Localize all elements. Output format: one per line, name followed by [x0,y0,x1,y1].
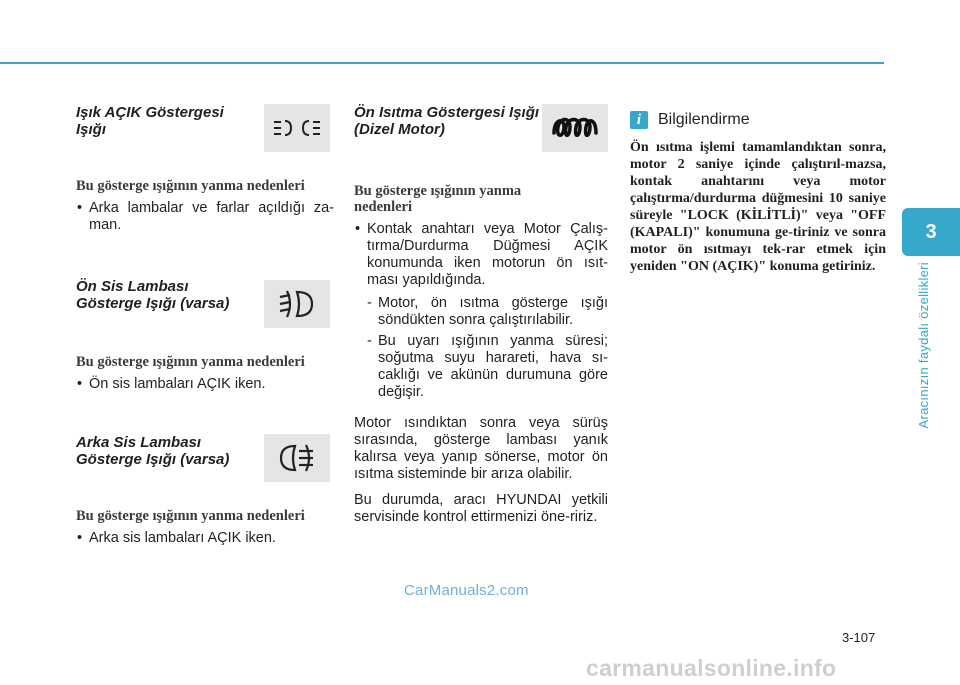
bullet-item: • Kontak anahtarı veya Motor Çalış-tırma/Durdurma Düğmesi AÇIK konumunda iken motorun ön ısıt-ması yapıldığında. [354,221,608,289]
bullet-item: • Ön sis lambaları AÇIK iken. [76,376,334,393]
info-header [630,110,886,130]
dash-item: - Motor, ön ısıtma gösterge ışığı söndükten sonra çalıştırılabilir. [354,295,608,329]
chapter-number: 3 [925,220,937,243]
page-number: 3-107 [842,630,876,645]
left-column [76,104,334,584]
rear-fog-icon [264,434,330,482]
section-front-fog [76,278,334,438]
section-title: Ön Sis Lambası Gösterge Işığı (varsa) [76,278,230,312]
info-icon: i [630,111,648,129]
section-light-on [76,104,334,233]
paragraph: Motor ısındıktan sonra veya sürüş sırasında, gösterge lambası yanık kalırsa veya yanıp sönerse, motor ön ısıtma sisteminde bir arıza olabilir. [354,415,608,482]
section-rear-fog [76,434,334,584]
dash-item: - Bu uyarı ışığının yanma süresi; soğutma suyu harareti, hava sı-caklığı ve akünün durumuna göre değişir. [354,333,608,401]
glow-plug-icon [542,104,608,152]
section-glow-plug [354,104,608,526]
section-subheading: Bu gösterge ışığının yanma nedenleri [76,178,305,194]
footer-watermark: carmanualsonline.info [586,655,837,681]
section-subheading: Bu gösterge ışığının yanma nedenleri [354,183,522,215]
light-on-icon [264,104,330,152]
right-column [630,108,886,275]
middle-column [354,104,608,526]
info-text: Ön ısıtma işlemi tamamlandıktan sonra, motor 2 saniye içinde çalıştırıl-mazsa, kontak anahtarını veya motor çalıştırma/durdurma düğmesini 10 saniye süreyle "LOCK (KİLİTLİ)" veya "OFF (KAPALI)" konumuna ge-tiriniz ve sonra motor ön ısıtmayı tek-rar etmek için yeniden "ON (AÇIK)" konuma getiriniz. [630,140,886,274]
chapter-label-wrap [914,262,932,434]
section-subheading: Bu gösterge ışığının yanma nedenleri [76,354,305,370]
watermark-link[interactable]: CarManuals2.com [404,582,529,599]
info-title: Bilgilendirme [658,111,750,128]
section-title: Arka Sis Lambası Gösterge Işığı (varsa) [76,434,230,468]
section-subheading: Bu gösterge ışığının yanma nedenleri [76,508,305,524]
bullet-item: • Arka sis lambaları AÇIK iken. [76,530,334,547]
chapter-tab [902,208,960,256]
bullet-item: • Arka lambalar ve farlar açıldığı za-man. [76,200,334,234]
chapter-label: Aracınızın faydalı özellikleri [915,262,931,429]
section-title: Ön Isıtma Göstergesi Işığı (Dizel Motor) [354,104,540,138]
paragraph: Bu durumda, aracı HYUNDAI yetkili servisinde kontrol ettirmenizi öne-ririz. [354,492,608,525]
header-rule [0,62,884,64]
section-title: Işık AÇIK Göstergesi Işığı [76,104,224,138]
front-fog-icon [264,280,330,328]
